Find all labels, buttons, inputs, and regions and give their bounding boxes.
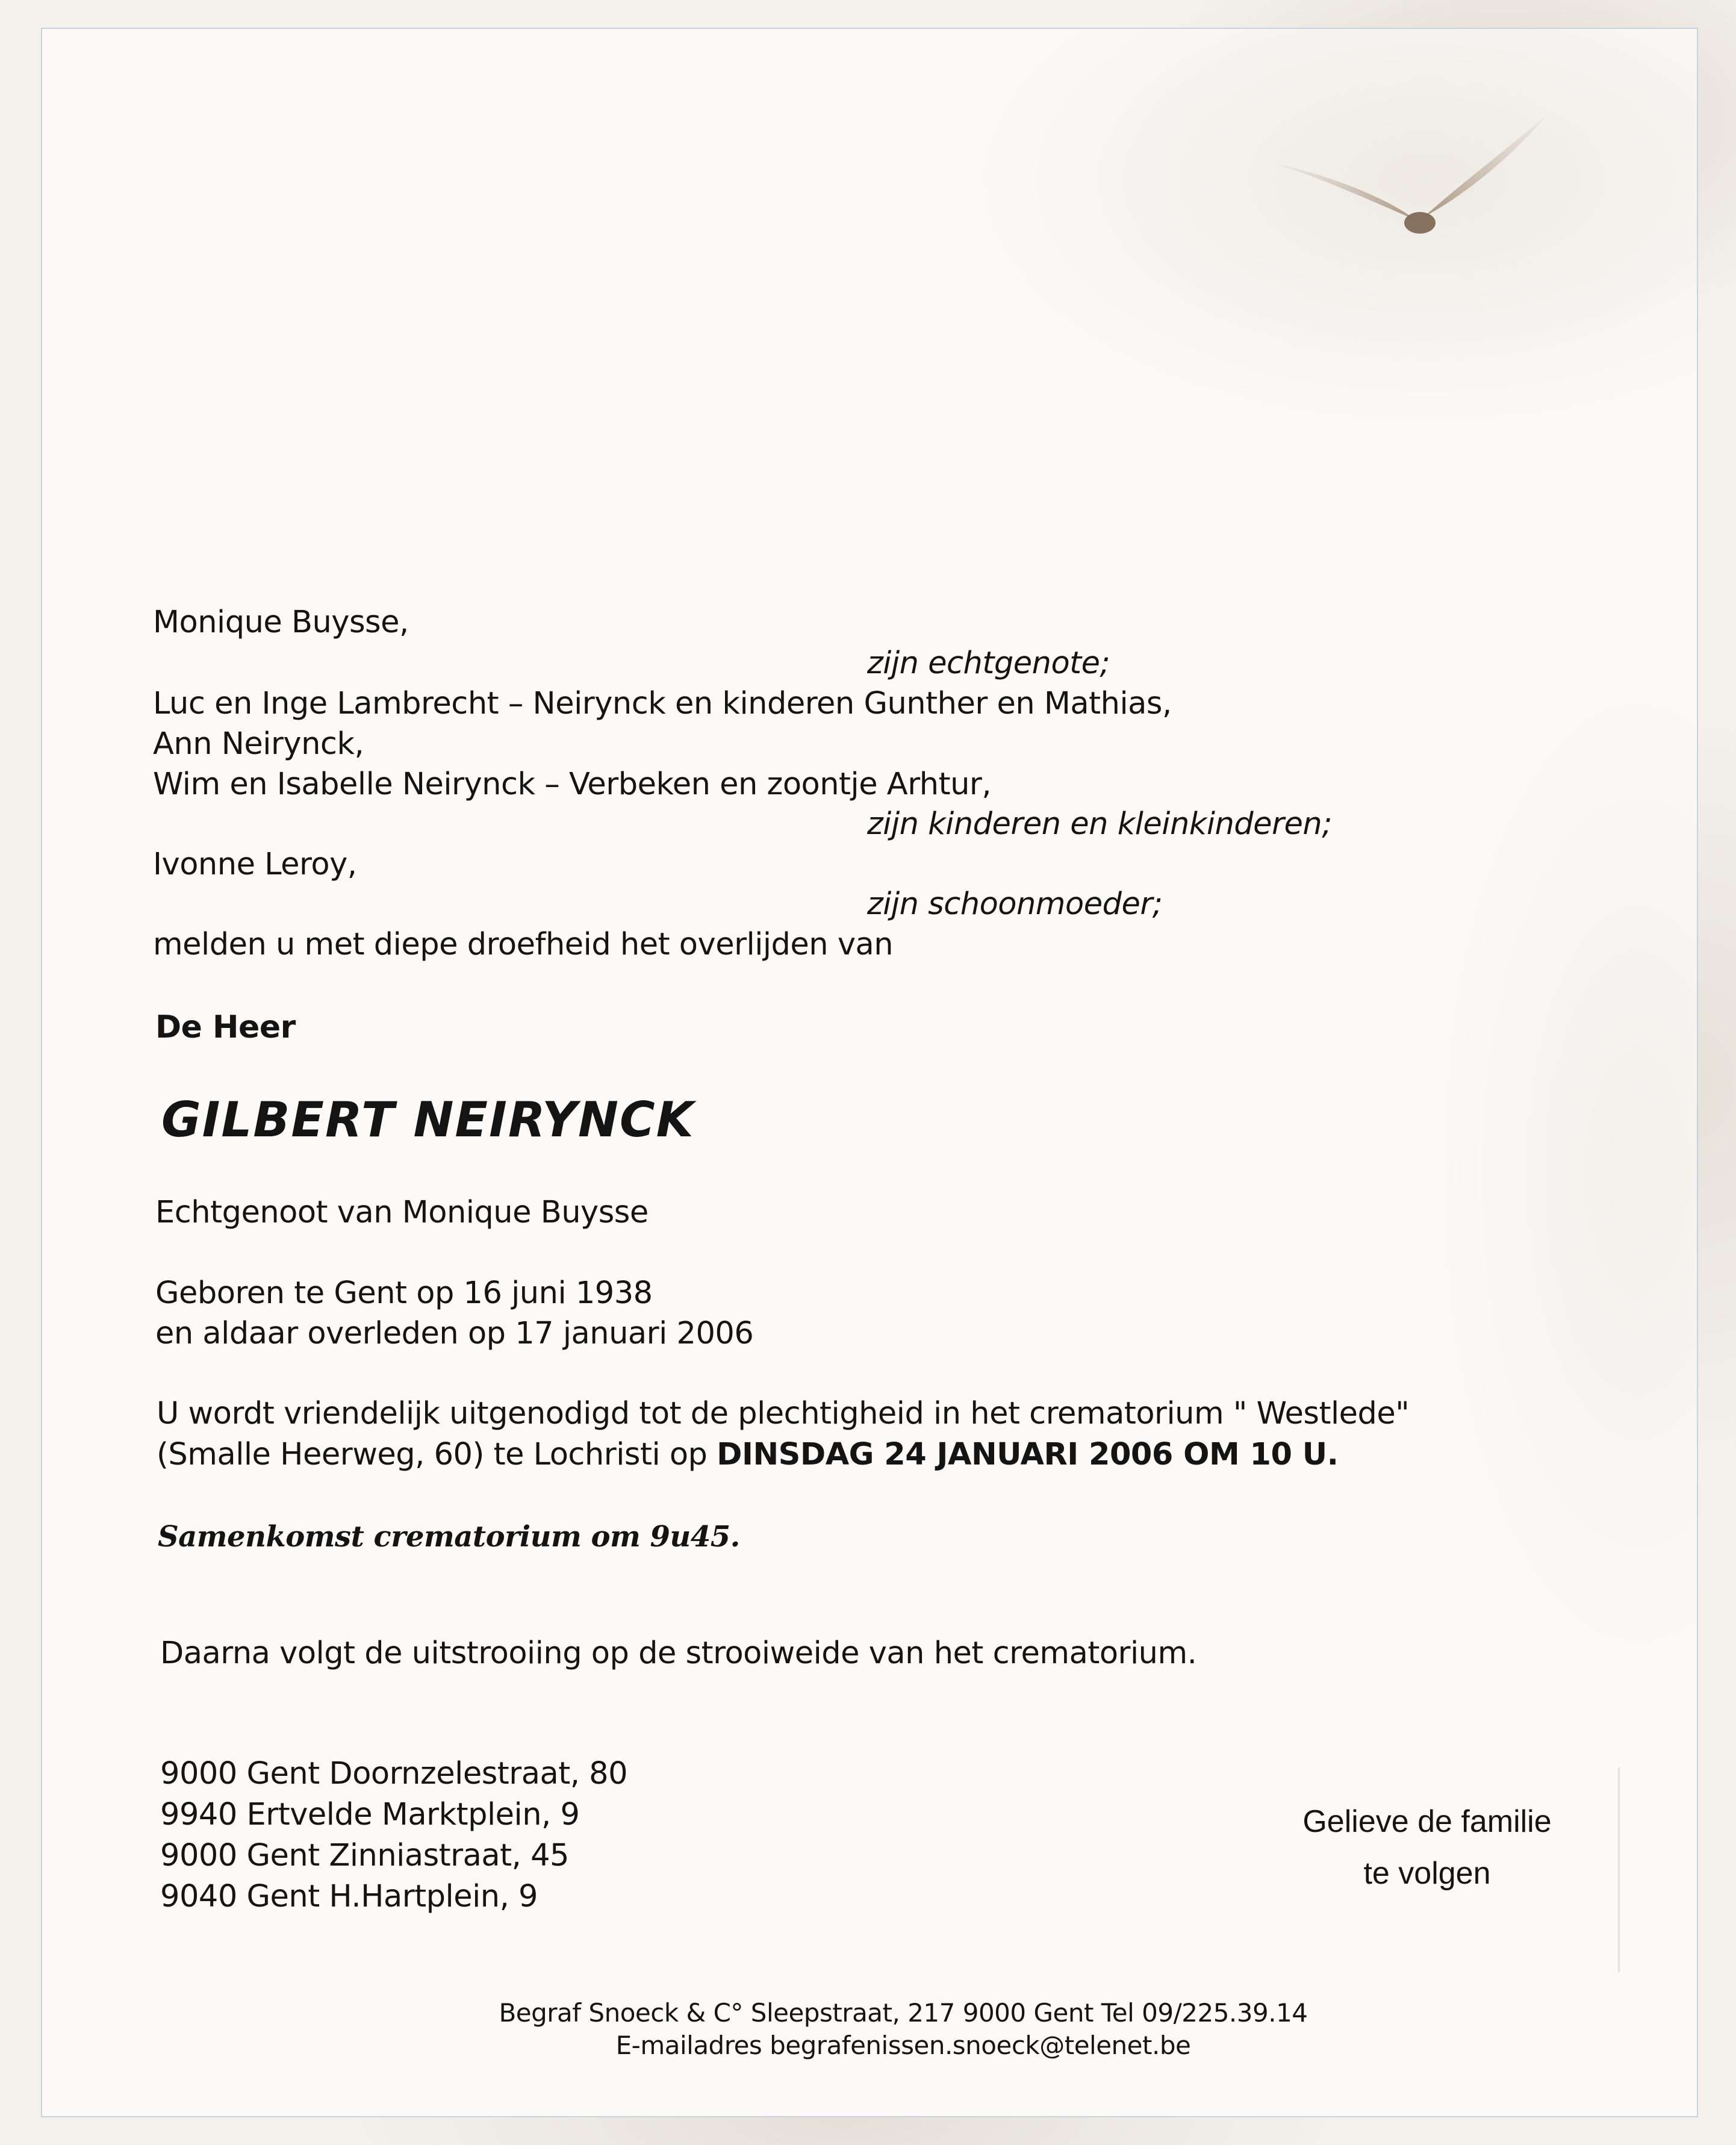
funeral-home-email: E-mailadres begrafenissen.snoeck@telenet.be — [615, 2031, 1191, 2060]
mother-in-law-role: zijn schoonmoeder; — [867, 886, 1163, 922]
child-line: Wim en Isabelle Neirynck – Verbeken en zoontje Arhtur, — [153, 767, 992, 802]
deceased-title: De Heer — [155, 1009, 296, 1045]
ceremony-date: DINSDAG 24 JANUARI 2006 OM 10 U. — [717, 1437, 1339, 1472]
follow-family-box — [1258, 1767, 1620, 1972]
spouse-of-line: Echtgenoot van Monique Buysse — [155, 1195, 649, 1230]
address-line: 9040 Gent H.Hartplein, 9 — [160, 1879, 538, 1914]
follow-line: Gelieve de familie — [1302, 1804, 1552, 1839]
ceremony-location: (Smalle Heerweg, 60) te Lochristi op — [157, 1437, 717, 1472]
bird-icon — [1265, 108, 1554, 253]
follow-line: te volgen — [1363, 1856, 1491, 1891]
death-line: en aldaar overleden op 17 januari 2006 — [155, 1316, 754, 1351]
address-line: 9000 Gent Doornzelestraat, 80 — [160, 1756, 628, 1792]
announcement-text: melden u met diepe droefheid het overlijden van — [153, 927, 894, 962]
funeral-home-address: Begraf Snoeck & C° Sleepstraat, 217 9000 Gent Tel 09/225.39.14 — [499, 1998, 1308, 2028]
spouse-name: Monique Buysse, — [153, 605, 409, 640]
spouse-role: zijn echtgenote; — [867, 646, 1110, 681]
birth-line: Geboren te Gent op 16 juni 1938 — [155, 1275, 653, 1311]
address-line: 9940 Ertvelde Marktplein, 9 — [160, 1797, 580, 1832]
child-line: Ann Neirynck, — [153, 726, 364, 762]
deceased-name: GILBERT NEIRYNCK — [161, 1092, 695, 1148]
mother-in-law: Ivonne Leroy, — [153, 847, 357, 882]
ceremony-location-line — [157, 1439, 1339, 1470]
gathering-note: Samenkomst crematorium om 9u45. — [158, 1520, 740, 1554]
scattering-note: Daarna volgt de uitstrooiing op de strooiweide van het crematorium. — [160, 1636, 1197, 1671]
child-line: Luc en Inge Lambrecht – Neirynck en kinderen Gunther en Mathias, — [153, 686, 1172, 721]
children-role: zijn kinderen en kleinkinderen; — [867, 806, 1332, 842]
address-line: 9000 Gent Zinniastraat, 45 — [160, 1838, 569, 1873]
ceremony-invitation: U wordt vriendelijk uitgenodigd tot de plechtigheid in het crematorium " Westlede" — [157, 1396, 1410, 1431]
